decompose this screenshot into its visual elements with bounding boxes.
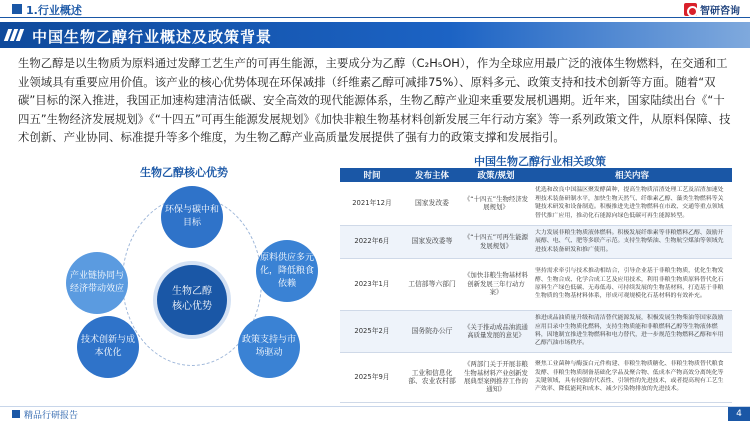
advantages-title: 生物乙醇核心优势: [140, 166, 228, 179]
top-bar: [0, 0, 750, 18]
cell-content: 推进成品油质量升级和清洁替代能源发展，积极发展生物柴油等国家鼓励应用目录中生物质化燃料，支持生物质能和非粮燃料乙醇等生物液体燃料，因地制宜推进生物燃料和电力替代，进一步规范生物燃料乙醇和车用乙醇汽油市场秩序。: [532, 310, 732, 352]
logo-text: 智研咨询: [700, 6, 740, 17]
advantage-node: 政策支持与市场驱动: [238, 316, 300, 378]
cell-time: 2021年12月: [340, 182, 404, 225]
banner-stripes-icon: [6, 29, 22, 41]
cell-doc: 《两部门关于开展非粮生物基材料产业创新发展典型案例推荐工作的通知》: [460, 352, 532, 402]
advantages-diagram: [62, 180, 322, 376]
footer-source: 精品行研报告: [24, 411, 79, 421]
section-marker-icon: [12, 4, 22, 14]
title-banner: [0, 22, 750, 48]
cell-dept: 工业和信息化部、农业农村部: [404, 352, 460, 402]
cell-time: 2025年2月: [340, 310, 404, 352]
page-number: 4: [728, 407, 750, 421]
center-line: 核心优势: [172, 301, 212, 312]
advantage-node: 原料供应多元化，降低粮食依赖: [256, 240, 318, 302]
section-label: 1.行业概述: [26, 4, 82, 17]
center-line: 生物乙醇: [172, 286, 212, 297]
cell-doc: 《“十四五”可再生能源发展规划》: [460, 225, 532, 258]
cell-doc: 《加快非粮生物基材料创新发展三年行动方案》: [460, 258, 532, 310]
cell-doc: 《“十四五”生物经济发展规划》: [460, 182, 532, 225]
cell-dept: 国务院办公厅: [404, 310, 460, 352]
cell-dept: 国家发改委: [404, 182, 460, 225]
cell-time: 2023年1月: [340, 258, 404, 310]
top-divider: [0, 17, 750, 18]
table-row: [340, 182, 732, 225]
advantages-center: [157, 265, 227, 335]
cell-content: 坚持需求牵引与技术推动相结合，引导企业基于非粮生物质，优化生物发酵、生物合成、化学合成工艺及应用技术，利用非粮生物质原料替代化石原料生产绿色低碳、无毒低毒、可持续发展的生物基材料，打造基于非粮生物质的生物基材料体系，形成可观规模化石基材料的有效补充。: [532, 258, 732, 310]
table-row: [340, 258, 732, 310]
table-row: [340, 310, 732, 352]
header-time: 时间: [340, 168, 404, 182]
header-content: 相关内容: [532, 168, 732, 182]
header-doc: 政策/规划: [460, 168, 532, 182]
brand-logo: [684, 2, 740, 17]
table-row: [340, 352, 732, 402]
advantage-node: 技术创新与成本优化: [77, 316, 139, 378]
intro-paragraph: 生物乙醇是以生物质为原料通过发酵工艺生产的可再生能源，主要成分为乙醇（C₂H₅OH），作为全球应用最广泛的液体生物燃料，在交通和工业领域具有重要应用价值。该产业的核心优势体现在环保减排（纤维素乙醇可减排75%）、原料多元、政策支持和技术创新等方面。随着“双碳”目标的深入推进，我国正加速构建清洁低碳、安全高效的现代能源体系，生物乙醇产业迎来重要发展机遇期。近年来，国家陆续出台《“十四五”生物经济发展规划》《“十四五”可再生能源发展规划》《加快非粮生物基材料创新发展三年行动方案》等一系列政策文件，从原料保障、技术创新、产业协同、标准提升等多个维度，为生物乙醇产业高质量发展提供了强有力的政策支撑和发展指引。: [18, 56, 731, 145]
cell-dept: 工信部等六部门: [404, 258, 460, 310]
table-row: [340, 225, 732, 258]
policy-table: [340, 168, 732, 403]
cell-content: 大力发展非粮生物质液体燃料。积极发展纤维素等非粮燃料乙醇、鼓励开展醇、电、气、肥等多联产示范。支持生物柴油、生物航空煤油等领域先进技术装备研发和推广使用。: [532, 225, 732, 258]
cell-time: 2022年6月: [340, 225, 404, 258]
footer: [0, 406, 750, 421]
advantage-node: 环保与碳中和目标: [161, 186, 223, 248]
header-dept: 发布主体: [404, 168, 460, 182]
cell-dept: 国家发改委等: [404, 225, 460, 258]
cell-doc: 《关于推动成品油流通高质量发展的意见》: [460, 310, 532, 352]
footer-marker-icon: [12, 410, 20, 418]
cell-time: 2025年9月: [340, 352, 404, 402]
logo-icon: [684, 3, 697, 16]
advantage-node: 产业链协同与经济带动效应: [66, 252, 128, 314]
cell-content: 聚焦工业菌种与酶蛋白元件构建、非粮生物质糖化、非粮生物质替代粮食发酵、非粮生物质制备基础化学品及聚合物、低成本产物高效分离纯化等关键领域，具有较强的代表性、引领性的先进技术，或者提高现有工艺生产效率、降低能耗和成本、减少污染物排放的先进技术。: [532, 352, 732, 402]
policy-table-title: 中国生物乙醇行业相关政策: [474, 155, 606, 168]
page-title: 中国生物乙醇行业概述及政策背景: [32, 28, 273, 46]
cell-content: 优选和改良中国温区聚发酵菌种，提高生物质沼渣处理工艺及沼渣加速处理技术装备研制水平，加快生物天然气、纤维素乙醇、藻类生物燃料等关键技术研发和设备制造。积极推进先进生物燃料在市政、交通等重点领域替代推广应用，推动化石能源向绿色低碳可再生能源转型。: [532, 182, 732, 225]
table-header-row: [340, 168, 732, 182]
